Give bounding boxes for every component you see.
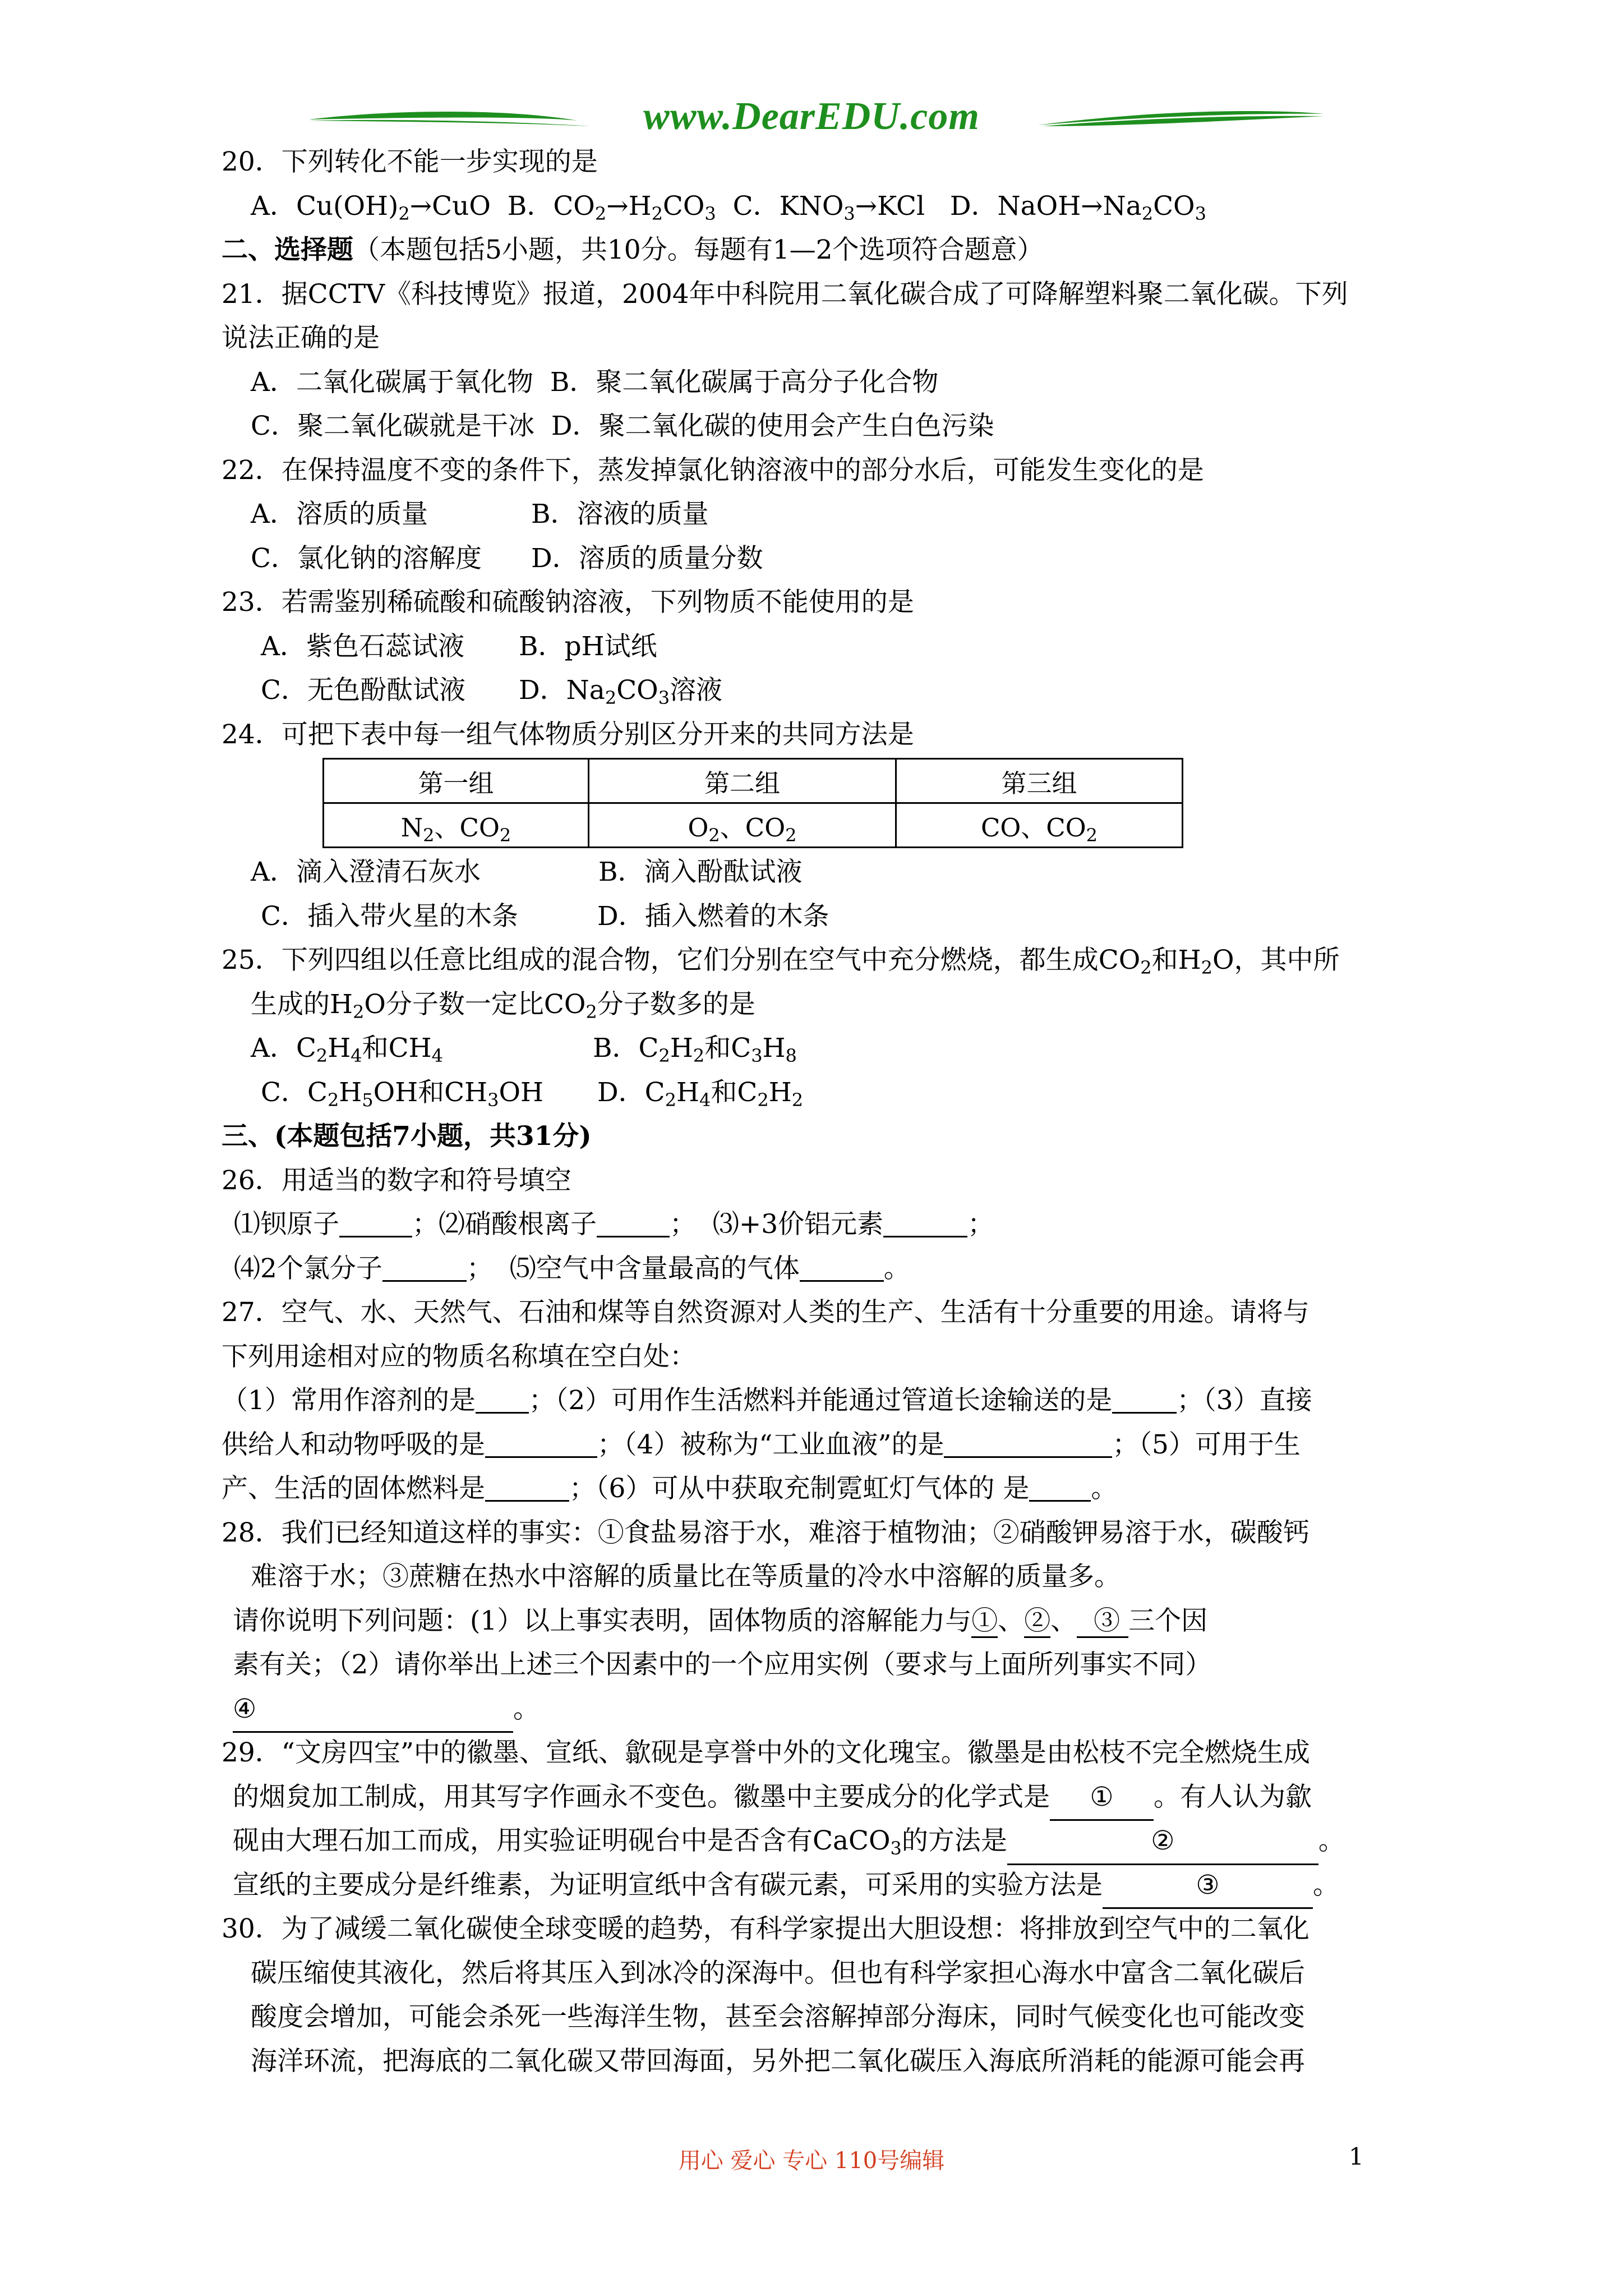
question-21-stem: 21．据CCTV《科技博览》报道，2004年中科院用二氧化碳合成了可降解塑料聚二氧化碳。下列	[222, 278, 1348, 310]
question-27-stem: 27．空气、水、天然气、石油和煤等自然资源对人类的生产、生活有十分重要的用途。请将与	[222, 1297, 1310, 1328]
section-2-heading: 二、选择题（本题包括5小题，共10分。每题有1—2个选项符合题意）	[222, 234, 1044, 265]
table-cell-group-1: $N_2$、$CO_2$	[324, 803, 589, 848]
page-footer: 用心 爱心 专心 110号编辑	[678, 2148, 945, 2174]
answer-blank-3: ③	[1077, 1605, 1128, 1638]
question-25-stem: 25．下列四组以任意比组成的混合物，它们分别在空气中充分燃烧，都生成$CO_2$和$H_2O$，其中所	[222, 945, 1340, 978]
answer-blank	[1029, 1474, 1091, 1502]
question-29-line-3: 砚由大理石加工而成，用实验证明砚台中是否含有CaCO$_3$的方法是 ② 。	[222, 1819, 1419, 1864]
question-23-stem: 23．若需鉴别稀硫酸和硫酸钠溶液，下列物质不能使用的是	[222, 587, 914, 618]
table-cell-group-2: $O_2$、$CO_2$	[589, 803, 896, 848]
table-header-row	[324, 759, 1183, 803]
answer-blank	[339, 1210, 412, 1237]
question-21-stem-cont: 说法正确的是	[222, 323, 380, 353]
question-28-stem: 28．我们已经知道这样的事实：①食盐易溶于水，难溶于植物油；②硝酸钾易溶于水，碳酸钙	[222, 1517, 1310, 1548]
answer-blank	[382, 1254, 467, 1282]
table-header-cell: 第二组	[589, 759, 896, 803]
question-24-options-cd: C．插入带火星的木条 D．插入燃着的木条	[261, 900, 829, 932]
question-28-blank-4: ④ 。	[222, 1687, 1419, 1732]
table-header-cell: 第一组	[324, 759, 589, 803]
answer-blank-4: ④	[233, 1687, 513, 1733]
answer-blank-1: ①	[1050, 1775, 1154, 1821]
answer-blank	[485, 1430, 597, 1458]
question-30-stem: 30．为了减缓二氧化碳使全球变暖的趋势，有科学家提出大胆设想：将排放到空气中的二氧化	[222, 1913, 1310, 1944]
question-25-stem-cont: 生成的$H_2O$分子数一定比$CO_2$分子数多的是	[251, 988, 755, 1023]
table-cell-group-3: CO、$CO_2$	[896, 803, 1183, 848]
question-20-stem: 20．下列转化不能一步实现的是	[222, 146, 598, 177]
question-25-options-cd: C．$C_2H_5OH$和$CH_3OH$ D．$C_2H_4$和$C_2H_2$	[261, 1076, 804, 1111]
question-24-stem: 24．可把下表中每一组气体物质分别区分开来的共同方法是	[222, 719, 914, 750]
answer-blank	[944, 1430, 1112, 1458]
answer-blank	[1112, 1386, 1177, 1414]
table-header-cell: 第三组	[896, 759, 1183, 803]
question-30-line-2: 碳压缩使其液化，然后将其压入到冰冷的深海中。但也有科学家担心海水中富含二氧化碳后	[251, 1957, 1305, 1989]
question-21-options-ab: A．二氧化碳属于氧化物 B．聚二氧化碳属于高分子化合物	[251, 366, 939, 398]
answer-blank	[597, 1210, 670, 1237]
question-27-blanks-2: 供给人和动物呼吸的是 ；（4）被称为“工业血液”的是 ；（5）可用于生	[222, 1429, 1301, 1460]
question-21-options-cd: C．聚二氧化碳就是干冰 D．聚二氧化碳的使用会产生白色污染	[251, 411, 994, 441]
question-23-options-cd: C．无色酚酞试液 D．$Na_2CO_3$溶液	[261, 675, 723, 708]
section-3-heading: 三、(本题包括7小题，共31分)	[222, 1121, 592, 1152]
answer-blank	[800, 1254, 884, 1282]
question-27-stem-cont: 下列用途相对应的物质名称填在空白处：	[222, 1341, 696, 1372]
question-30-line-3: 酸度会增加，可能会杀死一些海洋生物，甚至会溶解掉部分海床，同时气候变化也可能改变	[251, 2001, 1305, 2032]
question-22-options-cd: C．氯化钠的溶解度 D．溶质的质量分数	[251, 542, 763, 574]
question-28-stem-2: 素有关；（2）请你举出上述三个因素中的一个应用实例（要求与上面所列事实不同）	[233, 1649, 1212, 1680]
question-24-options-ab: A．滴入澄清石灰水 B．滴入酚酞试液	[251, 857, 803, 887]
site-logo-text: www.DearEDU.com	[643, 95, 980, 138]
question-29-line-4: 宣纸的主要成分是纤维素，为证明宣纸中含有碳元素，可采用的实验方法是 ③ 。	[222, 1864, 1419, 1908]
question-26-stem: 26．用适当的数字和符号填空	[222, 1165, 571, 1196]
question-26-blanks-2: ⑷2个氯分子 ； ⑸空气中含量最高的气体 。	[234, 1253, 910, 1284]
answer-blank	[883, 1210, 967, 1237]
question-28-blanks-1: 请你说明下列问题：(1）以上事实表明，固体物质的溶解能力与①、②、 ③ 三个因	[222, 1599, 1419, 1644]
question-27-blanks-1: （1）常用作溶剂的是 ；（2）可用作生活燃料并能通过管道长途输送的是 ；（3）直接	[222, 1385, 1312, 1416]
question-26-blanks-1: ⑴钡原子 ；⑵硝酸根离子 ； ⑶+3价铝元素 ；	[234, 1209, 994, 1240]
answer-blank-2: ②	[1024, 1605, 1050, 1638]
answer-blank-2: ②	[1007, 1819, 1318, 1865]
question-22-options-ab: A．溶质的质量 B．溶液的质量	[251, 499, 709, 530]
answer-blank-3: ③	[1103, 1864, 1313, 1910]
question-29-line-2: 的烟炱加工制成，用其写字作画永不变色。徽墨中主要成分的化学式是 ① 。有人认为歙	[222, 1775, 1419, 1820]
question-27-blanks-3: 产、生活的固体燃料是 ；（6）可从中获取充制霓虹灯气体的 是 。	[222, 1473, 1118, 1504]
page-number: 1	[1349, 2143, 1364, 2170]
question-30-line-4: 海洋环流，把海底的二氧化碳又带回海面，另外把二氧化碳压入海底所消耗的能源可能会再	[251, 2045, 1305, 2077]
question-20-options: A．$Cu(OH)_2\to CuO$ B．$CO_2\to H_2CO_3$ C．$KNO_3\to KCl$ D．$NaOH\to Na_2CO_3$	[251, 190, 1206, 224]
answer-blank-1: ①	[971, 1605, 998, 1638]
question-29-stem: 29．“文房四宝”中的徽墨、宣纸、歙砚是享誉中外的文化瑰宝。徽墨是由松枝不完全燃烧生成	[222, 1737, 1310, 1768]
exam-content	[222, 140, 1419, 2083]
answer-blank	[476, 1386, 529, 1414]
gas-groups-table	[322, 758, 1183, 848]
question-25-options-ab: A．$C_2H_4$和$CH_4$ B．$C_2H_2$和$C_3H_8$	[251, 1033, 797, 1066]
question-22-stem: 22．在保持温度不变的条件下，蒸发掉氯化钠溶液中的部分水后，可能发生变化的是	[222, 454, 1204, 486]
table-row	[324, 803, 1183, 848]
question-28-stem-cont: 难溶于水；③蔗糖在热水中溶解的质量比在等质量的冷水中溶解的质量多。	[251, 1561, 1121, 1592]
question-23-options-ab: A．紫色石蕊试液 B．pH试纸	[261, 631, 657, 662]
answer-blank	[485, 1474, 569, 1502]
